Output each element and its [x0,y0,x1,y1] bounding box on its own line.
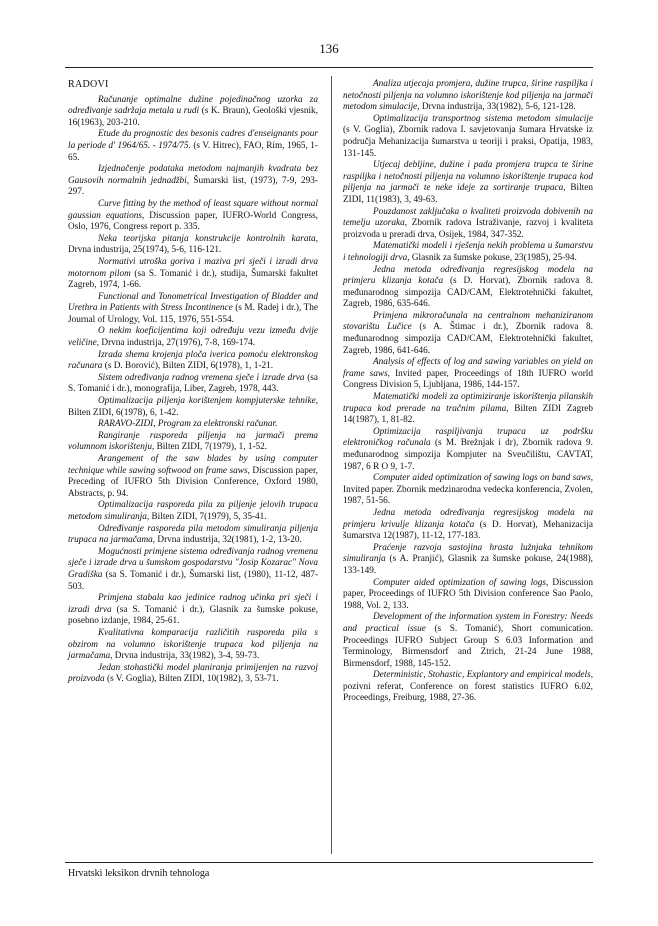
bibliography-entry [343,160,593,206]
bibliography-entry [68,292,318,327]
footer-title: Hrvatski leksikon drvnih tehnologa [68,868,210,879]
bibliography-entry [68,500,318,523]
entry-details: , Bilten ZIDI, 11(1983), 3, 49-63. [343,183,593,205]
entry-details: (sa S. Tomanić i dr.), monografija, Liber, Zagreb, 1978, 443. [68,372,318,395]
entry-details: (s K. Braun), Geološki vjesnik, 16(1963), 203-210. [68,106,318,128]
section-heading: RADOVI [68,79,109,90]
bibliography-entry [68,234,318,257]
entry-title: Neka teorijska pitanja konstrukcije kontrolnih karata [98,233,316,244]
entry-title: O nekim koeficijentima koji određuju vezu između dvije veličine [68,326,318,349]
entry-title: Sistem određivanja radnog vremena sječe i izrade drva [98,372,305,383]
entry-title: Jedna metoda određivanja regresijskog modela na primjeru klizanja kotača [343,264,593,287]
entry-title: Computer aided optimization of sawing logs [373,577,546,588]
bibliography-entry [68,129,318,164]
bibliography-entry [68,524,318,547]
bibliography-entry [343,114,593,160]
entry-details: (sa S. Tomanić i dr.), studija, Šumarski fakultet Zagreb, 1974, 1-66. [68,268,318,291]
entry-title: Rangiranje rasporeda piljenja na jarmači prema volumnom iskorištenju [68,430,318,453]
entry-details: , pozivni referat, Conference on forest statistics IUFRO 6.02, Proceedings, Freiburg, 1988, 27-36. [343,670,593,704]
bibliography-entry [343,311,593,357]
right-column [343,79,593,705]
entry-title: Izjednačenje podataka metodom najmanjih kvadrata bez Gausovih normalnih jednadžbi [68,164,318,186]
entry-title: Optimalizacija transportnog sistema metodom simulacije [373,113,593,124]
entry-details: , Invited paper. Zbornik medzinarodna vedecka konferencia, Zvolen, 1987, 51-56. [343,473,593,507]
entry-title: RARAVO-ZIDI, Program za elektronski računar. [98,419,278,430]
entry-title: Etude du prognostic des besonis cadres d'enseignants pour la periode d' 1964/65. - 1974/75. [68,129,318,151]
entry-details: (s D. Horvat), Mehanizacija šumarstva 12(1987), 11-12, 177-183. [343,519,594,542]
bibliography-entry [343,473,593,508]
entry-details: , Discussion paper, Preceding of IUFRO 5th Division Conference, Oxford 1980, Abstracts, p. 94. [68,465,318,499]
entry-details: , Drvna industrija, 33(1982), 3-4, 59-73. [110,651,260,662]
bibliography-entry [343,392,593,427]
left-entry-list [68,95,318,686]
bibliography-entry [343,207,593,242]
bibliography-entry [68,454,318,500]
right-entry-list [343,79,593,705]
bibliography-entry [68,419,318,431]
bibliography-entry [68,663,318,686]
entry-details: (sa S. Tomanić i dr.), Šumarski list, (1980), 11-12, 487-503. [68,569,318,592]
entry-details: , Discussion paper, Proceedings of IUFRO 5th Division conference Sao Paolo, 1988, Vol. 2, 133. [343,577,593,611]
header-rule [65,67,593,68]
entry-details: (s D. Borović), Bilten ZIDI, 6(1978), 1, 1-21. [102,361,274,372]
entry-details: , Zbornik radova Istraživanje, razvoj i kvaliteta proizvoda u preradi drva, Osijek, 1984, 347-352. [343,218,593,240]
entry-details: (s A. Pranjić), Glasnik za šumske pokuse, 24(1988), 133-149. [343,554,593,576]
bibliography-entry [343,670,593,705]
entry-details: , Drvna industrija, 25(1974), 5-6, 116-121. [68,233,318,256]
page-number: 136 [319,41,339,56]
entry-details: (s V. Goglia), Bilten ZIDI, 10(1982), 3, 53-71. [104,674,279,685]
entry-details: , Bilten ZIDI, 7(1979), 1, 1-52. [152,442,268,453]
entry-title: Analysis of effects of log and sawing variables on yield on frame saws [343,357,593,379]
bibliography-entry [68,373,318,396]
entry-title: Mogućnosti primjene sistema određivanja radnog vremena sječe i izrade drva u šumskom gospodarstvu "Josip Kozarac" Nova Gradiška [68,546,318,580]
entry-title: Kvalitativna komparacija različitih rasporeda pila s obzirom na volumno iskorištenje trupaca kod piljenja na jarmačama [68,627,318,662]
bibliography-entry [68,593,318,628]
bibliography-entry [68,326,318,349]
entry-title: Computer aided optimization of sawing logs on band saws [373,473,591,484]
entry-details: , Discussion paper, IUFRO-World Congress, Oslo, 1976, Congress report p. 335. [68,210,318,233]
bibliography-entry [68,199,318,234]
entry-details: (s A. Štimac i dr.), Zbornik radova 8. međunarodnog simpozija CAD/CAM, Elektrotehnički fakultet, Zagreb, 1986, 641-646. [343,322,593,356]
bibliography-entry [68,628,318,663]
entry-title: Matematički modeli za optimiziranje iskorištenja pilanskih trupaca kod prerade na tračnim pilama [343,392,593,414]
entry-title: Računanje optimalne dužine pojedinačnog uzorka za određivanje sadržaja metala u rudi [68,94,318,117]
entry-title: Functional and Tonometrical Investigation of Bladder and Urethra in Patients with Stress Incontinence [68,291,318,314]
entry-title: Primjena mikroračunala na centralnom mehaniziranom stovarištu Lučice [343,310,593,333]
entry-title: Optimalizacija rasporeda pila za piljenje jelovih trupaca metodom simuliranja [68,500,318,522]
entry-details: (s M. Brežnjak i dr), Zbornik radova 9. međunarodnog simpozija Kompjuter na Sveučilištu, CAVTAT, 1987, 6 R O 9, 1-7. [343,438,593,472]
entry-title: Određivanje rasporeda pila metodom simuliranja piljenja trupaca na jarmačama [68,523,318,546]
entry-details: , Drvna industrija, 32(1981), 1-2, 13-20. [152,535,302,546]
bibliography-entry [68,95,318,130]
entry-details: , Bilten ZIDI, 7(1979), 5, 35-41. [146,511,267,522]
entry-title: Optimizacija raspiljivanja trupaca uz podršku elektroničkog računala [343,426,593,449]
entry-details: (s S. Tomanić), Short comunication. Proceedings IUFRO Subject Group S 6.03 Information and Terminology, Birmensdorf and Ztrich, 21-24 June 1988, Birmensdorf, 1988, 145-152. [343,623,594,669]
entry-title: Development of the information system in Forestry: Needs and practical issue [343,612,593,634]
entry-details: (sa S. Tomanić i dr.), Glasnik za šumske pokuse, posebno izdanje, 1984, 25-61. [68,604,319,627]
entry-details: (s D. Horvat), Zbornik radova 8. međunarodnog simpozija CAD/CAM, Elektrotehnički fakultet, Zagreb, 1986, 635-646. [343,276,593,310]
entry-title: Pouzdanost zaključaka o kvaliteti proizvoda dobivenih na temelju uzoraka [343,206,593,229]
bibliography-entry [343,543,593,578]
column-divider [331,76,332,854]
entry-details: , Drvna industrija, 33(1982), 5-6, 121-128. [417,102,576,113]
bibliography-entry [343,357,593,392]
entry-details: , Bilten ZIDI Zagreb 14(1987), 1, 81-82. [343,403,593,426]
footer-rule [65,862,593,863]
bibliography-entry [343,241,593,264]
bibliography-entry [343,427,593,473]
entry-title: Izrada shema krojenja ploča iverica pomoću elektronskog računara [68,349,318,372]
bibliography-entry [343,265,593,311]
entry-title: Curve fitting by the method of least square without normal gaussian equations [68,198,318,221]
bibliography-entry [343,612,593,670]
entry-title: Deterministic, Stohastic, Explantory and empirical models [373,670,591,681]
entry-details: , Šumarski list, (1973), 7-9, 293-297. [68,175,318,198]
entry-title: Matematički modeli i rješenja nekih problema u šumarstvu i tehnologiji drva [343,241,593,263]
entry-title: Optimalizacija piljenja korištenjem kompjuterske tehnike [98,396,316,407]
entry-title: Arangement of the saw blades by using computer technique while sawing softwood on frame saws [68,454,318,476]
bibliography-entry [68,164,318,199]
entry-title: Praćenje razvoja sastojina hrasta lužnjaka tehnikom simuliranja [343,542,593,565]
entry-details: (s V. Goglia), Zbornik radova I. savjetovanja šumara Hrvatske iz područja Mehanizacija šumarstva u teoriji i praksi, Opatija, 1983, 131-145. [343,125,593,159]
entry-details: (s V. Hitrec), FAO, Rim, 1965, 1-65. [68,140,318,163]
entry-details: , Glasnik za šumske pokuse, 23(1985), 25-94. [407,252,577,263]
bibliography-entry [68,257,318,292]
entry-title: Primjena stabala kao jedinice radnog učinka pri sječi i izradi drva [68,593,318,615]
bibliography-entry [343,79,593,114]
left-column [68,79,318,686]
bibliography-entry [68,431,318,454]
entry-details: , Invited paper, Proceedings of 18th IUFRO world Congress Division 5, Ljubljana, 1986, 144-157. [343,368,593,391]
bibliography-entry [68,547,318,593]
entry-details: , Drvna industrija, 27(1976), 7-8, 169-174. [96,338,256,349]
entry-title: Jedan stohastički model planiranja primijenjen na razvoj proizvoda [68,662,318,685]
entry-details: , Bilten ZIDI, 6(1978), 6, 1-42. [68,396,318,418]
bibliography-entry [343,508,593,543]
bibliography-entry [68,396,318,419]
entry-title: Analiza utjecaja promjera, dužine trupca, širine raspiljka i netočnosti piljenja na volumno iskorištenje kod piljenja na jarmači metodom simulacije [343,79,593,113]
entry-details: (s M. Radej i dr.), The Journal of Urology, Vol. 115, 1976, 551-554. [68,303,318,325]
entry-title: Utjecaj debljine, dužine i pada promjera trupca te širine raspiljka i netočnosti piljenja na volumno iskorištenje trupaca kod piljenja na jarmači te neke ideje za sortiranje trupaca [343,160,593,194]
entry-title: Jedna metoda određivanja regresijskog modela na primjeru krivulje klizanja kotača [343,507,593,530]
entry-title: Normativi utroška goriva i maziva pri sječi i izradi drva motornom pilom [68,256,318,279]
bibliography-entry [68,350,318,373]
bibliography-entry [343,578,593,613]
